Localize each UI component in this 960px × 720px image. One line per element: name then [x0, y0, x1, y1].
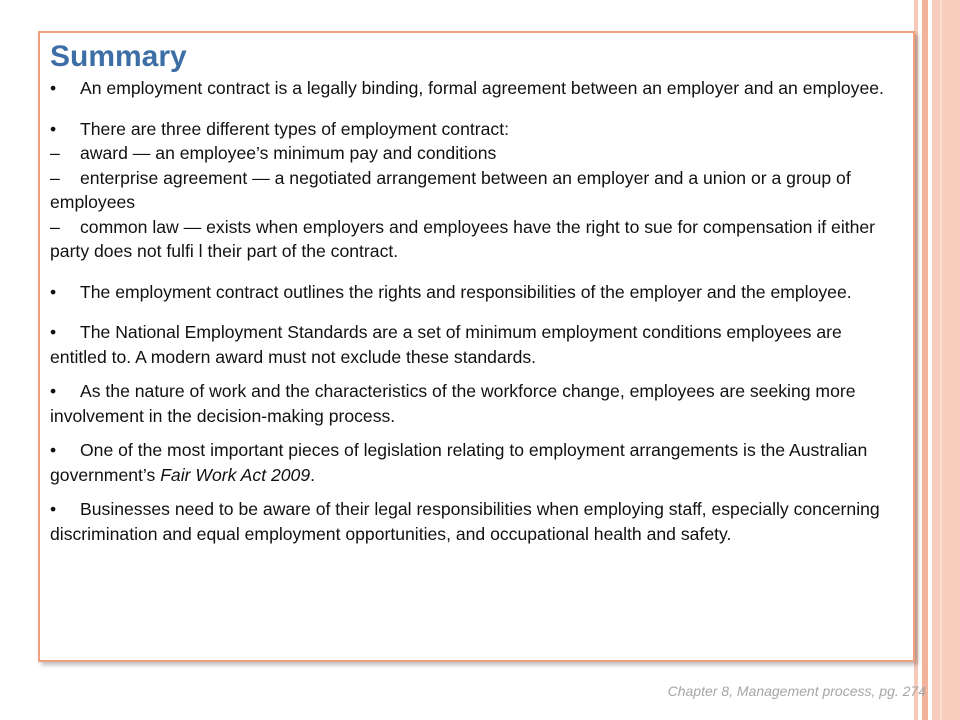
decorative-stripes — [914, 0, 960, 720]
summary-point-1 — [50, 76, 900, 101]
dash-symbol: – — [50, 216, 60, 237]
point-text-end: . — [310, 464, 315, 485]
sub-point-enterprise — [50, 166, 900, 215]
page-reference: Chapter 8, Management process, pg. 274 — [667, 683, 926, 699]
stripe — [940, 0, 942, 720]
bullet-symbol: • — [50, 322, 57, 342]
summary-point-3 — [50, 280, 900, 305]
stripe — [922, 0, 928, 720]
summary-body — [50, 76, 900, 562]
point-text: As the nature of work and the characteristics of the workforce change, employees are seeking more involvement in the decision-making process. — [50, 381, 856, 426]
point-line — [50, 117, 900, 142]
sub-point-text: award — an employee’s minimum pay and conditions — [80, 143, 497, 163]
bullet-symbol: • — [50, 118, 57, 139]
summary-point-4 — [50, 320, 900, 369]
dash-symbol: – — [50, 143, 60, 163]
point-text: Businesses need to be aware of their legal responsibilities when employing staff, especially concerning discrimination and equal employment opportunities, and occupational health and safety. — [50, 499, 880, 544]
bullet-symbol: • — [50, 499, 57, 519]
point-text: There are three different types of employment contract: — [80, 118, 509, 139]
dash-symbol: – — [50, 167, 60, 188]
point-text: An employment contract is a legally binding, formal agreement between an employer and an employee. — [80, 78, 884, 98]
act-name: Fair Work Act 2009 — [160, 464, 311, 485]
point-text: The employment contract outlines the rights and responsibilities of the employer and the employee. — [80, 281, 852, 302]
slide-title: Summary — [50, 40, 187, 73]
sub-point-award — [50, 141, 900, 166]
bullet-symbol: • — [50, 281, 57, 302]
bullet-symbol: • — [50, 381, 57, 401]
point-text: One of the most important pieces of legislation relating to employment arrangements is the Australian government’s — [50, 440, 868, 485]
summary-point-6 — [50, 438, 900, 487]
stripe — [932, 0, 960, 720]
sub-point-text: enterprise agreement — a negotiated arrangement between an employer and a union or a group of employees — [50, 167, 851, 212]
summary-point-2 — [50, 117, 900, 264]
sub-point-common-law — [50, 215, 900, 264]
bullet-symbol: • — [50, 78, 57, 98]
point-text: The National Employment Standards are a set of minimum employment conditions employees are entitled to. A modern award must not exclude these standards. — [50, 322, 842, 367]
bullet-symbol: • — [50, 440, 57, 460]
summary-point-5 — [50, 379, 900, 428]
summary-point-7 — [50, 497, 900, 546]
sub-point-text: common law — exists when employers and employees have the right to sue for compensation if either party does not fulfi l their part of the contract. — [50, 216, 876, 261]
